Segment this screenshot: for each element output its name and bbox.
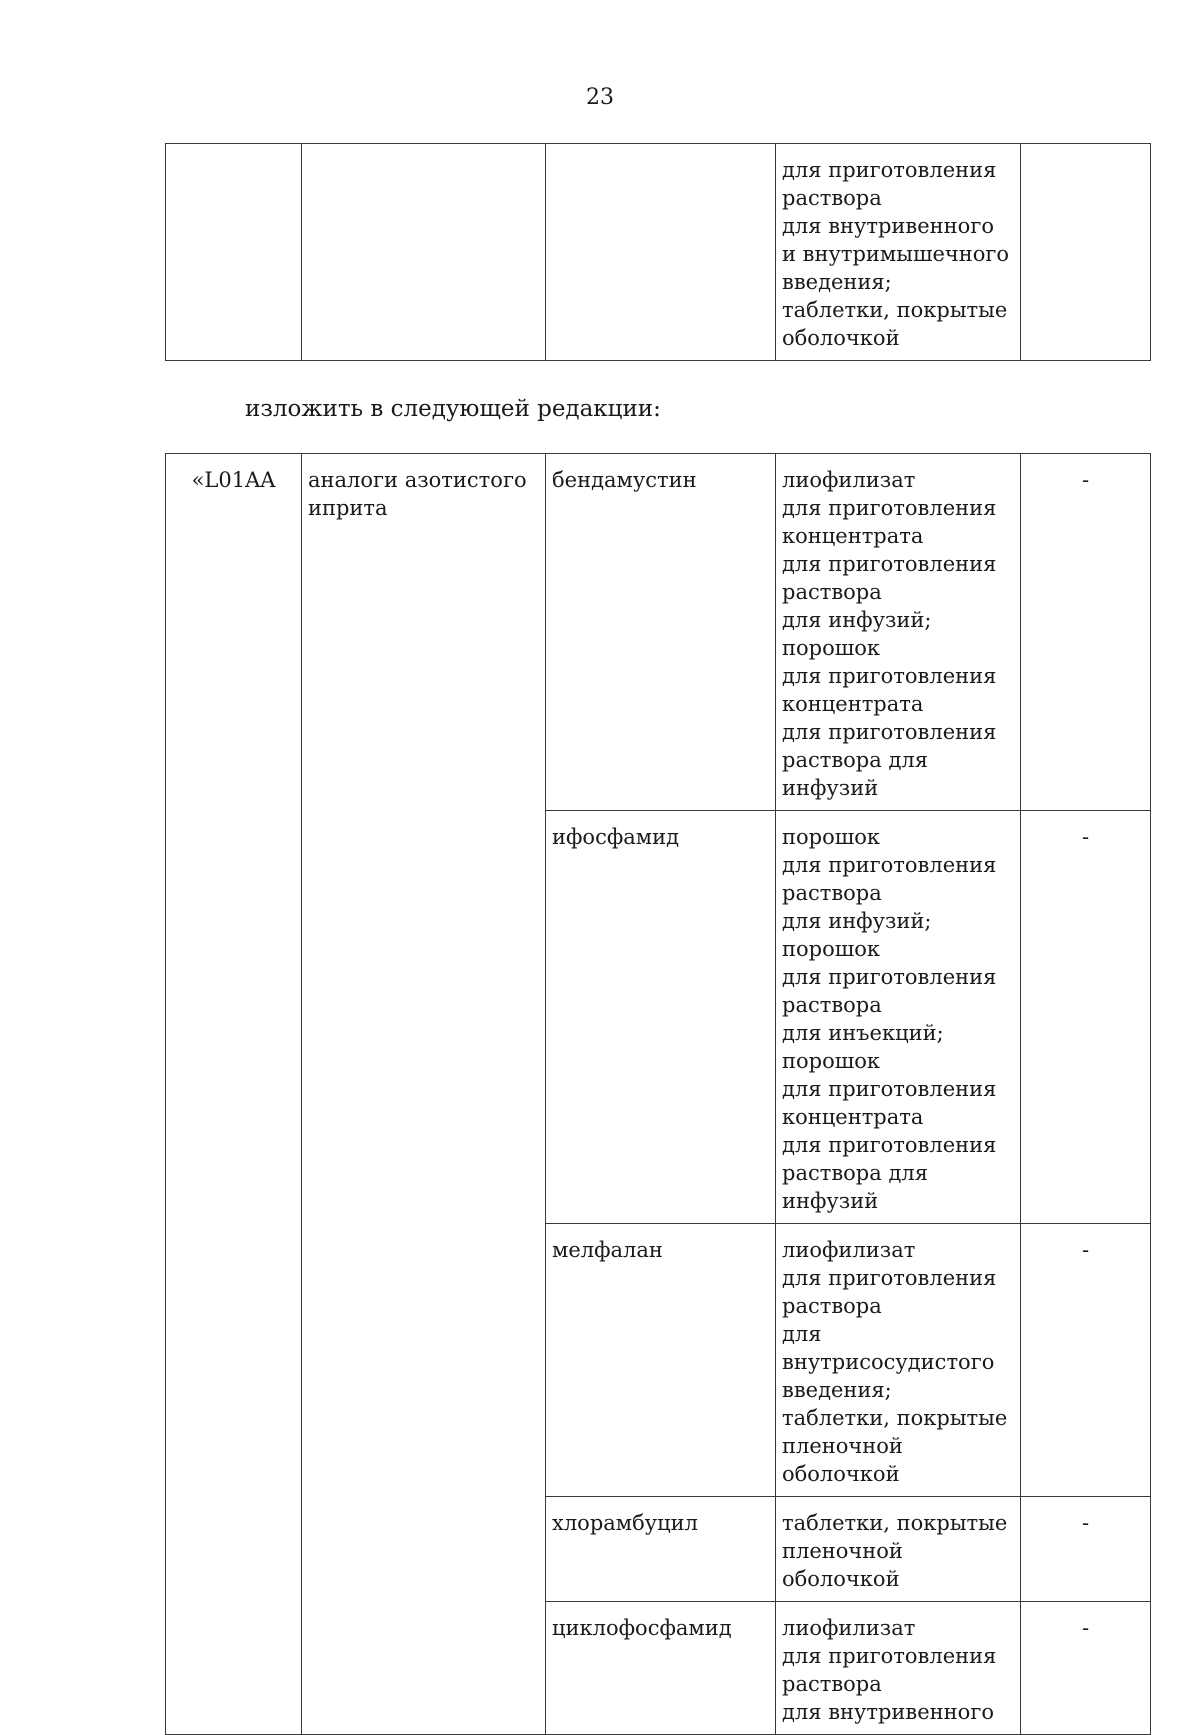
drug-cell: мелфалан (546, 1224, 776, 1497)
note-cell: - (1021, 1224, 1151, 1497)
drug-cell: циклофосфамид (546, 1602, 776, 1735)
group-cell: аналоги азотистого иприта (302, 454, 546, 1735)
drug-cell: хлорамбуцил (546, 1497, 776, 1602)
dosage-form-cell: лиофилизат для приготовления концентрата для приготовления раствора для инфузий; порошок для приготовления концентрата для приготовления раствора для инфузий (776, 454, 1021, 811)
atc-code-cell: «L01AA (166, 454, 302, 1735)
dosage-form-cell: лиофилизат для приготовления раствора для внутривенного (776, 1602, 1021, 1735)
table-row (166, 454, 1151, 811)
atc-code-cell (166, 144, 302, 361)
new-edition-table (165, 453, 1151, 1735)
dosage-form-cell: таблетки, покрытые пленочной оболочкой (776, 1497, 1021, 1602)
dosage-form-cell: лиофилизат для приготовления раствора для внутрисосудистого введения; таблетки, покрытые пленочной оболочкой (776, 1224, 1021, 1497)
drug-cell: бендамустин (546, 454, 776, 811)
previous-table-fragment (165, 143, 1151, 361)
dosage-form-cell: для приготовления раствора для внутривенного и внутримышечного введения; таблетки, покрытые оболочкой (776, 144, 1021, 361)
note-cell: - (1021, 811, 1151, 1224)
table-row (166, 144, 1151, 361)
note-cell: - (1021, 1602, 1151, 1735)
drug-cell: ифосфамид (546, 811, 776, 1224)
drug-cell (546, 144, 776, 361)
note-cell: - (1021, 1497, 1151, 1602)
group-cell (302, 144, 546, 361)
note-cell: - (1021, 454, 1151, 811)
note-cell (1021, 144, 1151, 361)
page-number: 23 (586, 85, 614, 110)
amendment-instruction: изложить в следующей редакции: (245, 396, 661, 422)
dosage-form-cell: порошок для приготовления раствора для инфузий; порошок для приготовления раствора для инъекций; порошок для приготовления концентрата для приготовления раствора для инфузий (776, 811, 1021, 1224)
